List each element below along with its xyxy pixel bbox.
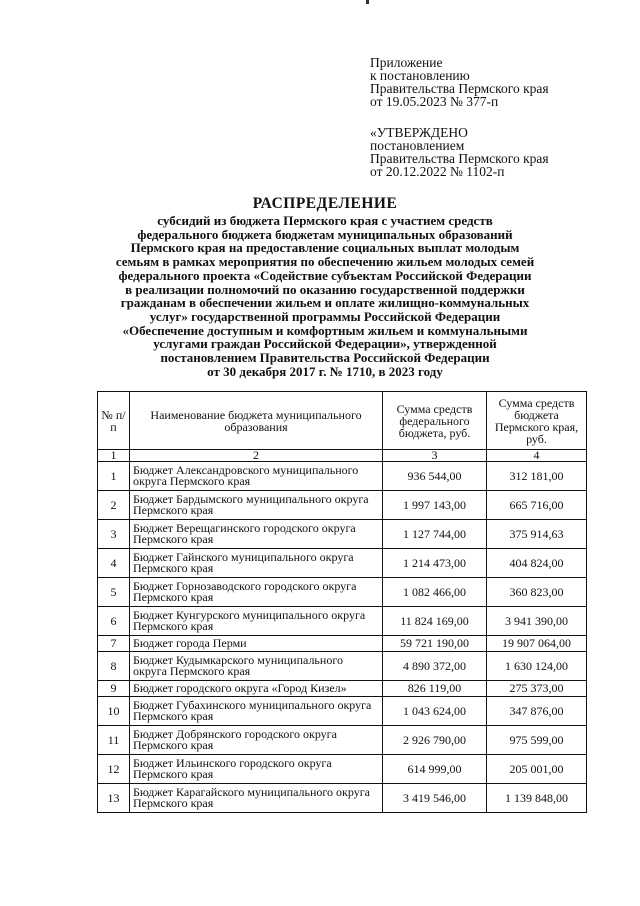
row-number: 13 (98, 784, 130, 813)
regional-sum: 665 716,00 (487, 491, 587, 520)
federal-sum: 11 824 169,00 (383, 607, 487, 636)
appendix-line: Приложение (370, 55, 443, 70)
regional-sum: 3 941 390,00 (487, 607, 587, 636)
document-subtitle (92, 214, 558, 378)
row-number: 9 (98, 681, 130, 697)
federal-sum: 2 926 790,00 (383, 726, 487, 755)
regional-sum: 275 373,00 (487, 681, 587, 697)
appendix-block (370, 56, 620, 108)
regional-sum: 375 914,63 (487, 520, 587, 549)
federal-sum: 1 043 624,00 (383, 697, 487, 726)
budget-name: Бюджет Карагайского муниципального округа Пермского края (130, 784, 383, 813)
regional-sum: 19 907 064,00 (487, 636, 587, 652)
subtitle-line: федерального бюджета бюджетам муниципальных образований (137, 226, 513, 242)
row-number: 5 (98, 578, 130, 607)
regional-sum: 404 824,00 (487, 549, 587, 578)
budget-name: Бюджет Верещагинского городского округа Пермского края (130, 520, 383, 549)
document-title: РАСПРЕДЕЛЕНИЕ (252, 195, 398, 212)
federal-sum: 59 721 190,00 (383, 636, 487, 652)
row-number: 3 (98, 520, 130, 549)
subtitle-line: услугами граждан Российской Федерации», утвержденной (153, 336, 497, 352)
scan-mark (366, 0, 369, 4)
budget-name: Бюджет Кудымкарского муниципального округа Пермского края (130, 652, 383, 681)
table-row (98, 549, 587, 578)
approval-line: Правительства Пермского края (370, 151, 549, 166)
subtitle-line: семьям в рамках мероприятия по обеспечению жильем молодых семей (115, 254, 535, 270)
approval-line: от 20.12.2022 № 1102-п (370, 164, 505, 179)
subtitle-line: «Обеспечение доступным и комфортным жильем и коммунальными (122, 322, 528, 338)
federal-sum: 1 127 744,00 (383, 520, 487, 549)
approval-block (370, 126, 620, 178)
row-number: 12 (98, 755, 130, 784)
row-number: 1 (98, 462, 130, 491)
appendix-line: к постановлению (370, 68, 470, 83)
subtitle-line: гражданам в обеспечении жильем и оплате жилищно-коммунальных (120, 295, 530, 311)
approval-line: постановлением (370, 138, 465, 153)
header-number: № п/п (98, 392, 130, 450)
federal-sum: 1 214 473,00 (383, 549, 487, 578)
budget-name: Бюджет Кунгурского муниципального округа Пермского края (130, 607, 383, 636)
column-index: 4 (487, 450, 587, 462)
budget-name: Бюджет Губахинского муниципального округа Пермского края (130, 697, 383, 726)
budget-name: Бюджет Гайнского муниципального округа Пермского края (130, 549, 383, 578)
row-number: 10 (98, 697, 130, 726)
header-budget-name: Наименование бюджета муниципального образования (130, 392, 383, 450)
budget-name: Бюджет Добрянского городского округа Пермского края (130, 726, 383, 755)
column-index: 1 (98, 450, 130, 462)
header-federal-sum: Сумма средств федерального бюджета, руб. (383, 392, 487, 450)
column-index: 2 (130, 450, 383, 462)
table-row (98, 726, 587, 755)
table-row (98, 784, 587, 813)
table-row (98, 520, 587, 549)
table-row (98, 491, 587, 520)
appendix-line: от 19.05.2023 № 377-п (370, 94, 499, 109)
appendix-line: Правительства Пермского края (370, 81, 549, 96)
federal-sum: 3 419 546,00 (383, 784, 487, 813)
approval-line: «УТВЕРЖДЕНО (370, 125, 468, 140)
budget-name: Бюджет Ильинского городского округа Пермского края (130, 755, 383, 784)
row-number: 6 (98, 607, 130, 636)
table-row (98, 681, 587, 697)
regional-sum: 205 001,00 (487, 755, 587, 784)
regional-sum: 360 823,00 (487, 578, 587, 607)
federal-sum: 936 544,00 (383, 462, 487, 491)
column-index: 3 (383, 450, 487, 462)
row-number: 11 (98, 726, 130, 755)
budget-name: Бюджет Бардымского муниципального округа Пермского края (130, 491, 383, 520)
table-row (98, 652, 587, 681)
regional-sum: 975 599,00 (487, 726, 587, 755)
table-row (98, 607, 587, 636)
column-index-row (98, 450, 587, 462)
table-row (98, 636, 587, 652)
regional-sum: 312 181,00 (487, 462, 587, 491)
budget-name: Бюджет Александровского муниципального округа Пермского края (130, 462, 383, 491)
subtitle-line: услуг» государственной программы Российской Федерации (149, 308, 501, 324)
budget-name: Бюджет городского округа «Город Кизел» (130, 681, 383, 697)
federal-sum: 4 890 372,00 (383, 652, 487, 681)
subtitle-line: Пермского края на предоставление социальных выплат молодым (130, 240, 520, 256)
table-header-row (98, 392, 587, 450)
subtitle-line: от 30 декабря 2017 г. № 1710, в 2023 году (207, 363, 443, 379)
row-number: 4 (98, 549, 130, 578)
federal-sum: 614 999,00 (383, 755, 487, 784)
federal-sum: 826 119,00 (383, 681, 487, 697)
table-row (98, 578, 587, 607)
federal-sum: 1 082 466,00 (383, 578, 487, 607)
row-number: 2 (98, 491, 130, 520)
regional-sum: 1 139 848,00 (487, 784, 587, 813)
budget-name: Бюджет Горнозаводского городского округа Пермского края (130, 578, 383, 607)
table-row (98, 462, 587, 491)
subtitle-line: постановлением Правительства Российской Федерации (160, 350, 490, 366)
table-row (98, 755, 587, 784)
row-number: 7 (98, 636, 130, 652)
budget-name: Бюджет города Перми (130, 636, 383, 652)
table-row (98, 697, 587, 726)
regional-sum: 1 630 124,00 (487, 652, 587, 681)
distribution-table (97, 391, 587, 813)
subtitle-line: в реализации полномочий по оказанию государственной поддержки (125, 281, 525, 297)
subtitle-line: субсидий из бюджета Пермского края с участием средств (157, 213, 493, 228)
federal-sum: 1 997 143,00 (383, 491, 487, 520)
row-number: 8 (98, 652, 130, 681)
subtitle-line: федерального проекта «Содействие субъектам Российской Федерации (118, 267, 532, 283)
header-regional-sum: Сумма средств бюджета Пермского края, руб. (487, 392, 587, 450)
regional-sum: 347 876,00 (487, 697, 587, 726)
